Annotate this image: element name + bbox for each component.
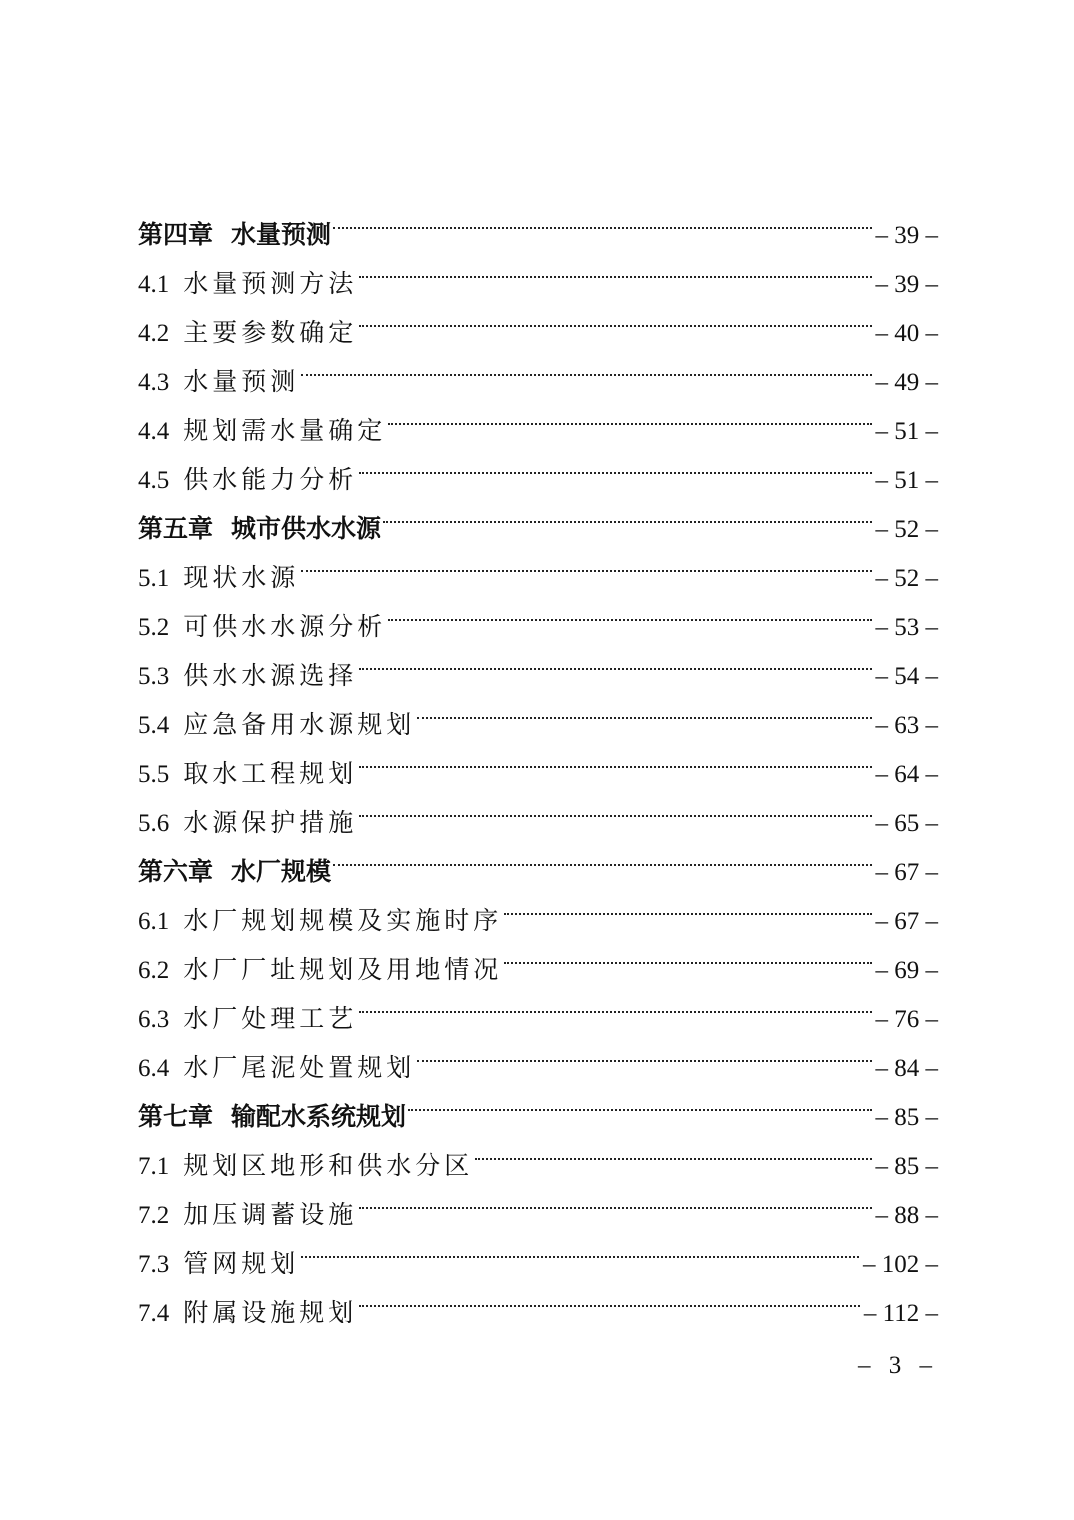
toc-entry-title: 水厂规模 <box>231 857 332 886</box>
toc-entry-title: 水厂处理工艺 <box>183 1004 358 1033</box>
toc-entry-title: 供水水源选择 <box>183 661 358 690</box>
toc-entry-number: 6.1 <box>138 908 170 935</box>
dot-leader <box>359 635 871 684</box>
toc-entry-page: – 52 – <box>875 565 938 592</box>
toc-entry-title: 加压调蓄设施 <box>183 1200 358 1229</box>
dot-leader <box>301 1223 859 1272</box>
toc-entry-title: 现状水源 <box>183 563 300 592</box>
toc-entry-number: 6.4 <box>138 1055 170 1082</box>
toc-entry-title: 附属设施规划 <box>183 1298 358 1327</box>
toc-entry-title: 取水工程规划 <box>183 759 358 788</box>
toc-entry-page: – 85 – <box>875 1104 938 1131</box>
toc-entry-page: – 51 – <box>875 418 938 445</box>
toc-entry-page: – 54 – <box>875 663 938 690</box>
toc-entry-number: 4.1 <box>138 271 170 298</box>
toc-entry-number: 7.3 <box>138 1251 170 1278</box>
toc-entry-title: 水厂尾泥处置规划 <box>183 1053 416 1082</box>
toc-entry-page: – 65 – <box>875 810 938 837</box>
dot-leader <box>359 439 871 488</box>
toc-entry-number: 7.1 <box>138 1153 170 1180</box>
toc-entry-number: 7.4 <box>138 1300 170 1327</box>
dot-leader <box>359 292 871 341</box>
toc-entry-title: 水量预测 <box>183 367 300 396</box>
toc-entry-title: 水源保护措施 <box>183 808 358 837</box>
toc-entry-title: 主要参数确定 <box>183 318 358 347</box>
table-of-contents <box>138 194 938 1327</box>
toc-entry-page: – 51 – <box>875 467 938 494</box>
toc-entry-number: 6.2 <box>138 957 170 984</box>
toc-entry-number: 第四章 <box>138 220 214 249</box>
toc-entry-page: – 84 – <box>875 1055 938 1082</box>
toc-entry-number: 4.3 <box>138 369 170 396</box>
dot-leader <box>359 978 871 1027</box>
toc-entry-number: 5.6 <box>138 810 170 837</box>
toc-entry-title: 可供水水源分析 <box>183 612 387 641</box>
dot-leader <box>417 1027 871 1076</box>
dot-leader <box>417 684 871 733</box>
toc-entry-page: – 64 – <box>875 761 938 788</box>
dot-leader <box>504 929 871 978</box>
toc-entry-title: 水量预测方法 <box>183 269 358 298</box>
dot-leader <box>475 1125 871 1174</box>
dot-leader <box>388 586 871 635</box>
toc-entry-title: 城市供水水源 <box>231 514 382 543</box>
dot-leader <box>388 390 871 439</box>
dot-leader <box>359 1272 860 1321</box>
dot-leader <box>359 782 871 831</box>
dot-leader <box>408 1076 871 1125</box>
toc-entry-title: 规划区地形和供水分区 <box>183 1151 474 1180</box>
toc-entry-page: – 67 – <box>875 859 938 886</box>
dot-leader <box>359 1174 871 1223</box>
toc-entry-number: 5.3 <box>138 663 170 690</box>
toc-entry-title: 应急备用水源规划 <box>183 710 416 739</box>
toc-entry-page: – 112 – <box>863 1300 938 1327</box>
dot-leader <box>301 341 871 390</box>
toc-entry-page: – 63 – <box>875 712 938 739</box>
toc-entry-number: 6.3 <box>138 1006 170 1033</box>
page-number: – 3 – <box>858 1352 938 1379</box>
dot-leader <box>333 194 871 243</box>
toc-entry-page: – 67 – <box>875 908 938 935</box>
toc-entry-number: 第六章 <box>138 857 214 886</box>
toc-entry-page: – 39 – <box>875 222 938 249</box>
toc-entry-number: 7.2 <box>138 1202 170 1229</box>
toc-entry-page: – 40 – <box>875 320 938 347</box>
toc-entry-title: 水厂厂址规划及用地情况 <box>183 955 503 984</box>
toc-entry-number: 4.5 <box>138 467 170 494</box>
toc-entry-page: – 69 – <box>875 957 938 984</box>
toc-entry-page: – 88 – <box>875 1202 938 1229</box>
toc-entry-number: 5.1 <box>138 565 170 592</box>
toc-entry-page: – 76 – <box>875 1006 938 1033</box>
toc-entry-number: 5.2 <box>138 614 170 641</box>
toc-entry-page: – 49 – <box>875 369 938 396</box>
toc-entry-title: 供水能力分析 <box>183 465 358 494</box>
toc-entry-page: – 85 – <box>875 1153 938 1180</box>
toc-entry-page: – 39 – <box>875 271 938 298</box>
dot-leader <box>359 733 871 782</box>
dot-leader <box>504 880 871 929</box>
dot-leader <box>383 488 871 537</box>
toc-entry-page: – 52 – <box>875 516 938 543</box>
toc-entry-title: 输配水系统规划 <box>231 1102 407 1131</box>
toc-entry-title: 水量预测 <box>231 220 332 249</box>
dot-leader <box>301 537 871 586</box>
toc-entry-title: 规划需水量确定 <box>183 416 387 445</box>
toc-entry-number: 第五章 <box>138 514 214 543</box>
toc-entry-number: 4.2 <box>138 320 170 347</box>
toc-entry-number: 4.4 <box>138 418 170 445</box>
dot-leader <box>333 831 871 880</box>
toc-entry-title: 水厂规划规模及实施时序 <box>183 906 503 935</box>
toc-entry-number: 5.4 <box>138 712 170 739</box>
toc-entry-title: 管网规划 <box>183 1249 300 1278</box>
toc-entry-number: 5.5 <box>138 761 170 788</box>
toc-entry-page: – 53 – <box>875 614 938 641</box>
dot-leader <box>359 243 871 292</box>
toc-entry-page: – 102 – <box>863 1251 938 1278</box>
toc-entry-number: 第七章 <box>138 1102 214 1131</box>
toc-chapter-entry[interactable] <box>138 194 938 249</box>
